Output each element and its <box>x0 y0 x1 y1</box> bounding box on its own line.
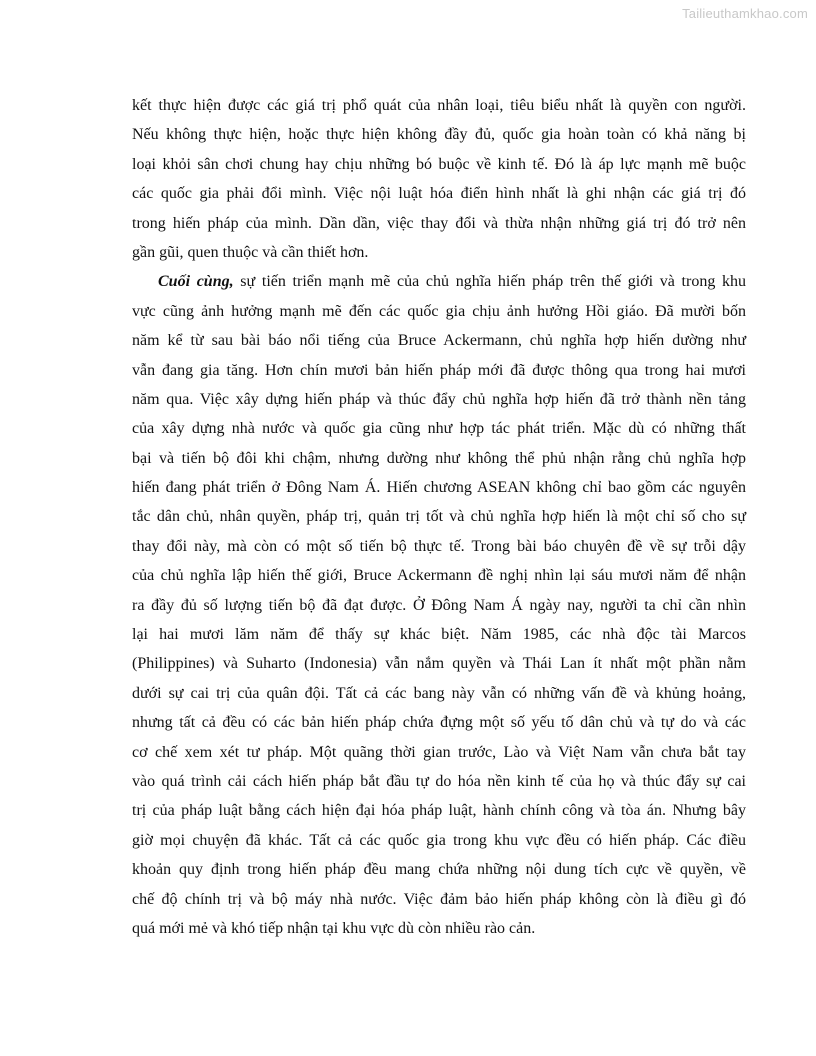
text-line: ra đầy đủ số lượng tiến bộ đã đạt được. Ở Đông Nam Á ngày nay, người ta chỉ cần nhìn <box>132 596 746 614</box>
text-line: chế độ chính trị và bộ máy nhà nước. Việc đảm bảo hiến pháp không còn là điều gì đó <box>132 890 746 908</box>
text-line: giờ mọi chuyện đã khác. Tất cả các quốc gia trong khu vực đều có hiến pháp. Các điều <box>132 831 746 849</box>
text-line: thay đổi này, mà còn có một số tiến bộ thực tế. Trong bài báo chuyên đề về sự trỗi dậy <box>132 537 746 555</box>
text-line: tắc dân chủ, nhân quyền, pháp trị, quản trị tốt và chủ nghĩa hợp hiến là một chỉ số cho sự <box>132 508 746 526</box>
text-line: Nếu không thực hiện, hoặc thực hiện không đầy đủ, quốc gia hoàn toàn có khả năng bị <box>132 126 746 144</box>
text-line: nhưng tất cả đều có các bản hiến pháp chứa đựng một số yếu tố dân chủ và tự do và các <box>132 714 746 732</box>
paragraph-2 <box>132 267 746 943</box>
watermark-text: Tailieuthamkhao.com <box>682 6 808 21</box>
text-line: khoản quy định trong hiến pháp đều mang chứa những nội dung tích cực về quyền, về <box>132 861 746 879</box>
text-line: kết thực hiện được các giá trị phổ quát của nhân loại, tiêu biểu nhất là quyền con người. <box>132 97 746 114</box>
paragraph-lead-phrase: Cuối cùng, <box>158 273 234 291</box>
text-line: năm qua. Việc xây dựng hiến pháp và thúc đẩy chủ nghĩa hợp hiến đã trở thành nền tảng <box>132 390 746 408</box>
text-line: cơ chế xem xét tư pháp. Một quãng thời gian trước, Lào và Việt Nam vẫn chưa bắt tay <box>132 743 746 761</box>
paragraph-1 <box>132 91 746 267</box>
text-line: vào quá trình cải cách hiến pháp bắt đầu tự do hóa nền kinh tế của họ và thúc đẩy sự cai <box>132 772 746 790</box>
text-line-first <box>132 267 746 296</box>
text-line: vẫn đang gia tăng. Hơn chín mươi bản hiến pháp mới đã được thông qua trong hai mươi <box>132 361 746 379</box>
text-line: dưới sự cai trị của quân đội. Tất cả các bang này vẫn có những vấn đề và khủng hoảng, <box>132 684 746 702</box>
text-line: trong hiến pháp của mình. Dần dần, việc thay đổi và thừa nhận những giá trị đó trở nên <box>132 214 746 232</box>
text-line: lại hai mươi lăm năm để thấy sự khác biệt. Năm 1985, các nhà độc tài Marcos <box>132 626 746 644</box>
text-line: (Philippines) và Suharto (Indonesia) vẫn nắm quyền và Thái Lan ít nhất một phần nằm <box>132 655 746 673</box>
text-line: gần gũi, quen thuộc và cần thiết hơn. <box>132 243 369 261</box>
text-line: trị của pháp luật bằng cách hiện đại hóa pháp luật, hành chính công và tòa án. Nhưng bây <box>132 802 746 820</box>
text-line-rest: sự tiến triển mạnh mẽ của chủ nghĩa hiến pháp trên thế giới và trong khu <box>233 273 747 291</box>
document-body <box>132 91 746 943</box>
text-line: bại và tiến bộ đôi khi chậm, nhưng dường như không thể phủ nhận rằng chủ nghĩa hợp <box>132 449 746 467</box>
text-line: quá mới mẻ và khó tiếp nhận tại khu vực dù còn nhiều rào cản. <box>132 919 536 937</box>
text-line: vực cũng ảnh hưởng mạnh mẽ đến các quốc gia chịu ảnh hưởng Hồi giáo. Đã mười bốn <box>132 302 746 320</box>
text-line: của xây dựng nhà nước và quốc gia cũng như hợp tác phát triển. Mặc dù có những thất <box>132 420 746 438</box>
text-line: loại khỏi sân chơi chung hay chịu những bó buộc về kinh tế. Đó là áp lực mạnh mẽ buộc <box>132 155 746 173</box>
text-line: năm kể từ sau bài báo nổi tiếng của Bruce Ackermann, chủ nghĩa hợp hiến dường như <box>132 332 746 350</box>
text-line: của chủ nghĩa lập hiến thế giới, Bruce Ackermann đề nghị nhìn lại sáu mươi năm để nhận <box>132 567 746 585</box>
text-line: hiến đang phát triển ở Đông Nam Á. Hiến chương ASEAN không chỉ bao gồm các nguyên <box>132 479 746 497</box>
text-line: các quốc gia phải đổi mình. Việc nội luật hóa điển hình nhất là ghi nhận các giá trị đó <box>132 185 746 203</box>
